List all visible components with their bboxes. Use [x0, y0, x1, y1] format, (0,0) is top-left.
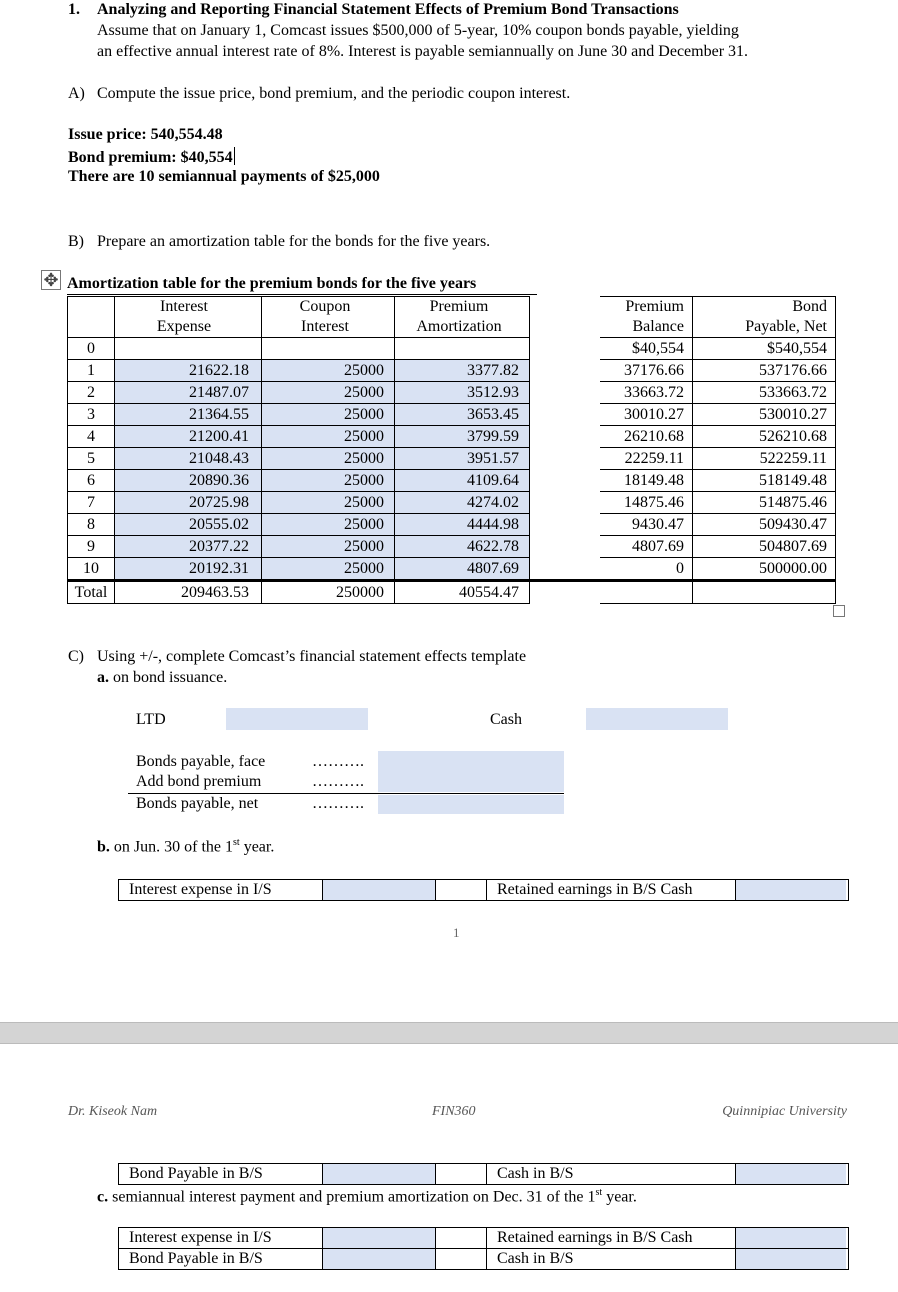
- footer-author: Dr. Kiseok Nam: [68, 1104, 158, 1119]
- bond-payable-net-cell: 526210.68: [693, 426, 836, 448]
- row-b1-input-2[interactable]: [736, 880, 846, 900]
- period-cell: 3: [68, 404, 115, 426]
- coupon-interest-cell: 25000: [262, 514, 395, 536]
- interest-expense-cell: 20555.02: [115, 514, 262, 536]
- interest-expense-cell: 21622.18: [115, 360, 262, 382]
- row-c2-input-1[interactable]: [323, 1249, 436, 1269]
- premium-amortization-cell: 3653.45: [395, 404, 530, 426]
- premium-amortization-cell: 4444.98: [395, 514, 530, 536]
- premium-balance-cell: 30010.27: [600, 404, 693, 426]
- part-c-sub-a: a. on bond issuance.: [97, 669, 228, 686]
- total-coupon: 250000: [262, 581, 395, 604]
- template-row-c2: [118, 1249, 849, 1270]
- period-cell: 8: [68, 514, 115, 536]
- row-c1-input-2[interactable]: [736, 1228, 846, 1248]
- bond-payable-net-cell: $540,554: [693, 338, 836, 360]
- part-c-label: C): [68, 648, 84, 665]
- total-amortization: 40554.47: [395, 581, 530, 604]
- answer-bond-premium[interactable]: Bond premium: $40,554: [68, 149, 233, 166]
- interest-expense-cell: 20377.22: [115, 536, 262, 558]
- coupon-interest-cell: 25000: [262, 448, 395, 470]
- header-period: [68, 297, 115, 338]
- row-c2-left-label: Bond Payable in B/S: [119, 1249, 323, 1269]
- table-row: [68, 382, 836, 404]
- problem-text-line2: an effective annual interest rate of 8%. Interest is payable semiannually on June 30 and December 31.: [97, 43, 749, 60]
- text-cursor: [234, 147, 235, 165]
- cash-input[interactable]: [586, 708, 728, 730]
- premium-balance-cell: 4807.69: [600, 536, 693, 558]
- total-label: Total: [68, 581, 115, 604]
- premium-amortization-cell: 4622.78: [395, 536, 530, 558]
- period-cell: 9: [68, 536, 115, 558]
- coupon-interest-cell: 25000: [262, 492, 395, 514]
- premium-balance-cell: 18149.48: [600, 470, 693, 492]
- table-move-handle-icon[interactable]: ✥: [41, 270, 61, 290]
- bond-payable-net-cell: 514875.46: [693, 492, 836, 514]
- sum-line: [128, 793, 564, 794]
- period-cell: 2: [68, 382, 115, 404]
- row-c1-left-label: Interest expense in I/S: [119, 1228, 323, 1248]
- premium-balance-cell: 14875.46: [600, 492, 693, 514]
- bond-payable-net-cell: 518149.48: [693, 470, 836, 492]
- bonds-net-input[interactable]: [378, 795, 564, 814]
- interest-expense-cell: 20192.31: [115, 558, 262, 581]
- bond-payable-net-cell: 537176.66: [693, 360, 836, 382]
- dots-leader-3: ……….: [312, 795, 364, 812]
- header-premium-balance: Premium Balance: [600, 297, 693, 338]
- cash-label: Cash: [490, 711, 522, 728]
- template-row-b1: [118, 879, 849, 901]
- period-cell: 0: [68, 338, 115, 360]
- row-b1-right-label: Retained earnings in B/S Cash: [487, 880, 736, 900]
- bond-payable-net-cell: 504807.69: [693, 536, 836, 558]
- dots-leader-1: ……….: [312, 753, 364, 770]
- row-b2-right-label: Cash in B/S: [487, 1164, 736, 1184]
- premium-balance-cell: $40,554: [600, 338, 693, 360]
- table-row: [68, 426, 836, 448]
- table-row: [68, 470, 836, 492]
- header-coupon-interest: Coupon Interest: [262, 297, 395, 338]
- part-b-question: Prepare an amortization table for the bonds for the five years.: [97, 233, 491, 250]
- row-c2-input-2[interactable]: [736, 1249, 846, 1269]
- interest-expense-cell: [115, 338, 262, 360]
- caption-underline: [67, 294, 537, 295]
- bonds-amount-input[interactable]: [378, 751, 564, 792]
- table-header-row: [68, 297, 836, 338]
- header-premium-amortization: Premium Amortization: [395, 297, 530, 338]
- premium-amortization-cell: [395, 338, 530, 360]
- coupon-interest-cell: 25000: [262, 470, 395, 492]
- problem-text-line1: Assume that on January 1, Comcast issues $500,000 of 5-year, 10% coupon bonds payable, yielding: [97, 22, 739, 39]
- coupon-interest-cell: 25000: [262, 382, 395, 404]
- row-b1-input-1[interactable]: [323, 880, 436, 900]
- period-cell: 5: [68, 448, 115, 470]
- period-cell: 1: [68, 360, 115, 382]
- premium-amortization-cell: 3377.82: [395, 360, 530, 382]
- part-c-sub-b: b. on Jun. 30 of the 1st year.: [97, 837, 275, 856]
- interest-expense-cell: 20725.98: [115, 492, 262, 514]
- table-row: [68, 338, 836, 360]
- premium-balance-cell: 33663.72: [600, 382, 693, 404]
- part-c-sub-c: c. semiannual interest payment and premium amortization on Dec. 31 of the 1st year.: [97, 1187, 637, 1206]
- problem-title: Analyzing and Reporting Financial Statement Effects of Premium Bond Transactions: [97, 1, 679, 18]
- ltd-label: LTD: [136, 711, 166, 728]
- dots-leader-2: ……….: [312, 773, 364, 790]
- coupon-interest-cell: 25000: [262, 360, 395, 382]
- answer-issue-price: Issue price: 540,554.48: [68, 126, 223, 143]
- bond-payable-net-cell: 533663.72: [693, 382, 836, 404]
- interest-expense-cell: 21487.07: [115, 382, 262, 404]
- premium-balance-cell: 22259.11: [600, 448, 693, 470]
- page-break: [0, 1022, 898, 1044]
- premium-amortization-cell: 3951.57: [395, 448, 530, 470]
- header-interest-expense: Interest Expense: [115, 297, 262, 338]
- bonds-payable-net-label: Bonds payable, net: [136, 795, 259, 812]
- table-total-row: [68, 581, 836, 604]
- coupon-interest-cell: 25000: [262, 404, 395, 426]
- interest-expense-cell: 21200.41: [115, 426, 262, 448]
- part-a-label: A): [68, 85, 85, 102]
- premium-balance-cell: 37176.66: [600, 360, 693, 382]
- premium-amortization-cell: 4109.64: [395, 470, 530, 492]
- coupon-interest-cell: 25000: [262, 558, 395, 581]
- row-b2-input-2[interactable]: [736, 1164, 846, 1184]
- bond-payable-net-cell: 522259.11: [693, 448, 836, 470]
- period-cell: 7: [68, 492, 115, 514]
- table-row: [68, 404, 836, 426]
- bond-payable-net-cell: 509430.47: [693, 514, 836, 536]
- premium-amortization-cell: 3512.93: [395, 382, 530, 404]
- premium-amortization-cell: 4807.69: [395, 558, 530, 581]
- row-b2-left-label: Bond Payable in B/S: [119, 1164, 323, 1184]
- part-b-label: B): [68, 233, 84, 250]
- row-c2-right-label: Cash in B/S: [487, 1249, 736, 1269]
- amortization-table: [67, 296, 836, 604]
- add-bond-premium-label: Add bond premium: [136, 773, 262, 790]
- footer-course: FIN360: [432, 1104, 476, 1119]
- coupon-interest-cell: 25000: [262, 536, 395, 558]
- premium-balance-cell: 0: [600, 558, 693, 581]
- part-a-question: Compute the issue price, bond premium, and the periodic coupon interest.: [97, 85, 571, 102]
- row-b2-input-1[interactable]: [323, 1164, 436, 1184]
- template-row-c1: [118, 1227, 849, 1249]
- table-row: [68, 536, 836, 558]
- table-row: [68, 558, 836, 581]
- interest-expense-cell: 21364.55: [115, 404, 262, 426]
- bond-payable-net-cell: 500000.00: [693, 558, 836, 581]
- page-number: 1: [453, 925, 460, 940]
- bonds-payable-face-label: Bonds payable, face: [136, 753, 266, 770]
- part-c-question: Using +/-, complete Comcast’s financial statement effects template: [97, 648, 527, 665]
- template-row-b2: [118, 1163, 849, 1185]
- row-c1-input-1[interactable]: [323, 1228, 436, 1248]
- coupon-interest-cell: 25000: [262, 426, 395, 448]
- footer-university: Quinnipiac University: [722, 1104, 847, 1119]
- premium-amortization-cell: 4274.02: [395, 492, 530, 514]
- interest-expense-cell: 20890.36: [115, 470, 262, 492]
- premium-balance-cell: 9430.47: [600, 514, 693, 536]
- table-row: [68, 492, 836, 514]
- row-c1-right-label: Retained earnings in B/S Cash: [487, 1228, 736, 1248]
- period-cell: 10: [68, 558, 115, 581]
- period-cell: 6: [68, 470, 115, 492]
- row-b1-left-label: Interest expense in I/S: [119, 880, 323, 900]
- interest-expense-cell: 21048.43: [115, 448, 262, 470]
- table-row: [68, 360, 836, 382]
- ltd-input[interactable]: [226, 708, 368, 730]
- answer-payments: There are 10 semiannual payments of $25,000: [68, 168, 380, 185]
- premium-amortization-cell: 3799.59: [395, 426, 530, 448]
- table-caption: Amortization table for the premium bonds for the five years: [67, 275, 477, 292]
- table-resize-handle[interactable]: [833, 605, 845, 617]
- total-interest: 209463.53: [115, 581, 262, 604]
- header-bond-payable-net: Bond Payable, Net: [693, 297, 836, 338]
- table-row: [68, 514, 836, 536]
- table-row: [68, 448, 836, 470]
- period-cell: 4: [68, 426, 115, 448]
- bond-payable-net-cell: 530010.27: [693, 404, 836, 426]
- coupon-interest-cell: [262, 338, 395, 360]
- problem-number: 1.: [68, 1, 80, 18]
- premium-balance-cell: 26210.68: [600, 426, 693, 448]
